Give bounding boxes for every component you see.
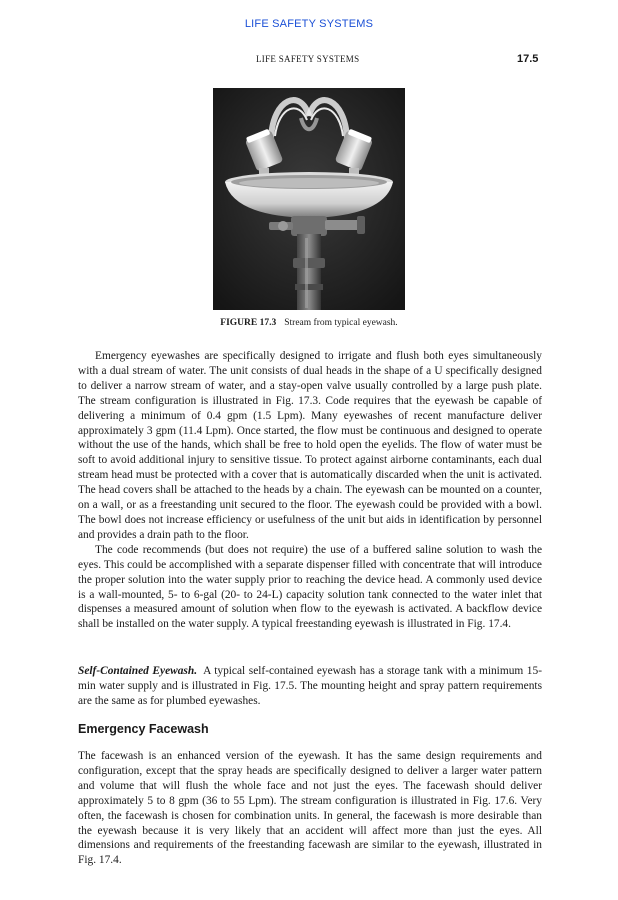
eyewash-photo — [213, 88, 405, 310]
figure-caption-text: Stream from typical eyewash. — [284, 318, 398, 328]
figure-caption — [0, 318, 618, 328]
paragraph-eyewash-design: Emergency eyewashes are specifically designed to irrigate and flush both eyes simultaneously with a dual stream of water. The unit consists of dual heads in the shape of a U specifically designed to deliver a narrow stream of water, and a stay-open valve usually controlled by a large push plate. The stream configuration is illustrated in Fig. 17.3. Code requires that the eyewash be capable of delivering a minimum of 0.4 gpm (1.5 Lpm). Many eyewashes of recent manufacture deliver approximately 3 gpm (11.4 Lpm). Once started, the flow must be continuous and designed to operate without the use of the hands, which shall be free to hold open the eyelids. The flow of water must be soft to avoid additional injury to sensitive tissue. To protect against airborne contaminants, each dual stream head must be protected with a cover that is automatically discarded when the unit is activated. The head covers shall be attached to the heads by a chain. The eyewash can be mounted on a counter, on a wall, or as a freestanding unit secured to the floor. The eyewash could be provided with a bowl. The bowl does not increase efficiency or usefulness of the unit but aids in identification by personnel and provides a drain path to the floor. — [78, 350, 542, 541]
document-banner-title: LIFE SAFETY SYSTEMS — [244, 18, 374, 30]
paragraph-saline-solution: The code recommends (but does not require) the use of a buffered saline solution to wash the eyes. This could be accomplished with a separate dispenser filled with concentrate that will introduce the proper solution into the water supply prior to reaching the device head. A commonly used device is a wall-mounted, 5- to 6-gal (20- to 24-L) capacity solution tank connected to the water inlet that dispenses a measured amount of solution when flow to the eyewash is activated. A backflow device shall be installed on the water supply. A typical freestanding eyewash is illustrated in Fig. 17.4. — [78, 543, 542, 631]
figure-label: FIGURE 17.3 — [220, 318, 277, 328]
running-head: LIFE SAFETY SYSTEMS — [256, 54, 360, 64]
paragraph-facewash: The facewash is an enhanced version of the eyewash. It has the same design requirements and configuration, except that the spray heads are specifically designed to deliver a larger water pattern and volume that will flush the whole face and not just the eyes. The facewash should deliver approximately 5 to 8 gpm (36 to 55 Lpm). The stream configuration is illustrated in Fig. 17.6. Very often, the facewash is chosen for combination units. In general, the facewash is more desirable than the eyewash because it is very likely that an accident will affect more than just the eyes. All dimensions and requirements of the freestanding facewash are similar to the eyewash, illustrated in Fig. 17.4. — [78, 750, 542, 867]
runin-heading: Self-Contained Eyewash. — [78, 665, 198, 677]
page-number: 17.5 — [517, 53, 539, 65]
section-heading: Emergency Facewash — [78, 722, 209, 736]
eyewash-body-text — [78, 349, 542, 632]
paragraph-self-contained-text: A typical self-contained eyewash has a storage tank with a minimum 15-min water supply and is illustrated in Fig. 17.5. The mounting height and spray pattern requirements are the same as for plumbed eyewashes. — [78, 665, 542, 707]
facewash-body-text — [78, 749, 542, 868]
paragraph-self-contained — [78, 664, 542, 709]
self-contained-eyewash-section — [78, 664, 542, 709]
